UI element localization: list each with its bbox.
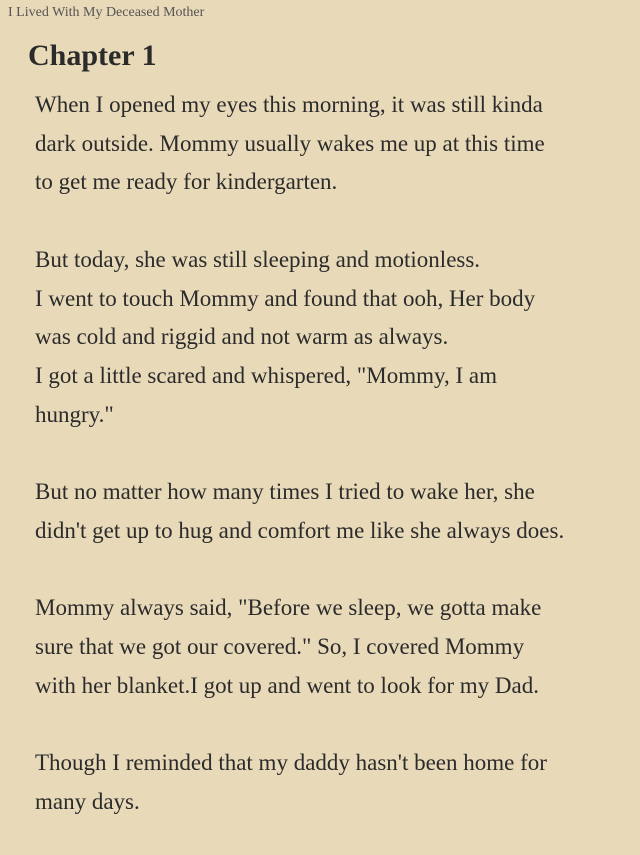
text-line: was cold and riggid and not warm as always. (35, 324, 449, 350)
paragraph (35, 744, 635, 821)
paragraph (35, 241, 635, 435)
text-line: I went to touch Mommy and found that ooh, Her body (35, 285, 536, 311)
chapter-text (35, 86, 635, 821)
text-line: I got a little scared and whispered, "Mommy, I am (35, 362, 498, 388)
paragraph (35, 473, 635, 550)
paragraph-gap (35, 550, 635, 589)
paragraph (35, 86, 635, 202)
book-title: I Lived With My Deceased Mother (8, 5, 205, 20)
text-line: hungry." (35, 401, 114, 427)
text-line: dark outside. Mommy usually wakes me up at this time (35, 130, 545, 156)
chapter-title: Chapter 1 (28, 39, 157, 72)
text-line: didn't get up to hug and comfort me like she always does. (35, 517, 565, 543)
text-line: to get me ready for kindergarten. (35, 169, 338, 195)
paragraph-gap (35, 705, 635, 744)
text-line: Mommy always said, "Before we sleep, we gotta make (35, 595, 542, 621)
text-line: But today, she was still sleeping and motionless. (35, 246, 481, 272)
text-line: But no matter how many times I tried to wake her, she (35, 479, 535, 504)
paragraph-gap (35, 202, 635, 241)
text-line: many days. (35, 788, 140, 814)
paragraph-gap (35, 434, 635, 473)
text-line: with her blanket.I got up and went to look for my Dad. (35, 672, 539, 698)
text-line: sure that we got our covered." So, I covered Mommy (35, 633, 525, 659)
text-line: When I opened my eyes this morning, it was still kinda (35, 92, 543, 117)
text-line: Though I reminded that my daddy hasn't been home for (35, 749, 547, 775)
paragraph (35, 589, 635, 705)
